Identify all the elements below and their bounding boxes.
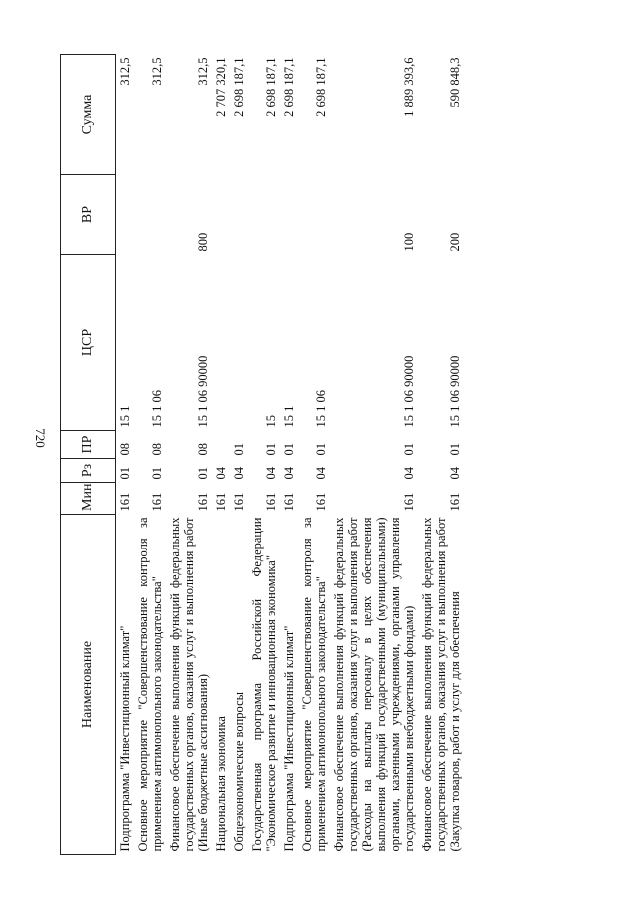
row-vr xyxy=(248,175,280,255)
row-sum: 1 889 393,6 xyxy=(402,57,416,117)
header-name: Наименование xyxy=(61,515,116,855)
row-name: Подпрограмма "Инвестиционный климат" xyxy=(118,625,132,852)
row-csr: 15 1 06 xyxy=(314,390,328,428)
row-csr: 15 1 06 xyxy=(150,390,164,428)
header-sum: Сумма xyxy=(61,55,116,175)
row-min: 161 xyxy=(232,492,246,512)
row-sum: 2 698 187,1 xyxy=(314,57,328,117)
table-row xyxy=(298,55,330,855)
row-vr: 800 xyxy=(196,232,210,252)
row-pr: 01 xyxy=(232,443,246,456)
row-csr: 15 1 06 90000 xyxy=(196,355,210,428)
header-csr: ЦСР xyxy=(61,255,116,431)
row-sum: 2 698 187,1 xyxy=(264,57,278,117)
row-min: 161 xyxy=(196,492,210,512)
row-csr xyxy=(212,255,230,431)
row-min: 161 xyxy=(118,492,132,512)
row-sum: 2 707 320,1 xyxy=(214,57,228,117)
row-name: Основное мероприятие "Совершенствование контроля за применением антимонопольного законодательства" xyxy=(136,517,164,852)
table-row xyxy=(418,55,464,855)
table-header-row xyxy=(61,55,116,855)
row-min: 161 xyxy=(282,492,296,512)
rotated-page-content xyxy=(60,55,580,855)
row-csr: 15 1 xyxy=(118,405,132,428)
row-csr xyxy=(230,255,248,431)
header-pr: ПР xyxy=(61,431,116,459)
row-min: 161 xyxy=(264,492,278,512)
table-row xyxy=(116,55,135,855)
row-min: 161 xyxy=(402,492,416,512)
row-vr xyxy=(298,175,330,255)
row-vr xyxy=(280,175,298,255)
row-rz: 01 xyxy=(196,467,210,480)
row-vr xyxy=(134,175,166,255)
row-vr xyxy=(230,175,248,255)
row-name: Национальная экономика xyxy=(214,716,228,852)
table-row xyxy=(280,55,298,855)
row-csr: 15 1 xyxy=(282,405,296,428)
header-rz: Рз xyxy=(61,459,116,483)
row-pr xyxy=(212,431,230,459)
row-name: Подпрограмма "Инвестиционный климат" xyxy=(282,625,296,852)
row-csr: 15 xyxy=(264,415,278,428)
row-sum: 590 848,3 xyxy=(448,57,462,108)
row-name: Основное мероприятие "Совершенствование контроля за применением антимонопольного законодательства" xyxy=(300,517,328,852)
row-sum: 2 698 187,1 xyxy=(232,57,246,117)
row-rz: 01 xyxy=(118,467,132,480)
table-row xyxy=(330,55,418,855)
row-pr: 01 xyxy=(448,443,462,456)
row-rz: 04 xyxy=(448,467,462,480)
row-rz: 04 xyxy=(214,467,228,480)
row-vr xyxy=(116,175,135,255)
row-sum: 2 698 187,1 xyxy=(282,57,296,117)
row-rz: 01 xyxy=(150,467,164,480)
row-vr: 100 xyxy=(402,232,416,252)
table-row xyxy=(166,55,212,855)
page-number: 720 xyxy=(33,428,48,448)
row-pr: 01 xyxy=(402,443,416,456)
row-pr: 01 xyxy=(264,443,278,456)
row-pr: 01 xyxy=(314,443,328,456)
row-name: Финансовое обеспечение выполнения функций федеральных государственных органов, оказания услуг и выполнения работ (Закупка товаров, работ и услуг для обеспечения xyxy=(420,517,462,852)
row-name: Государственная программа Российской Федерации "Экономическое развитие и инновационная экономика" xyxy=(250,517,278,852)
row-min: 161 xyxy=(448,492,462,512)
row-pr: 08 xyxy=(196,443,210,456)
table-row xyxy=(248,55,280,855)
row-sum: 312,5 xyxy=(118,57,132,86)
row-rz: 04 xyxy=(232,467,246,480)
row-name: Общеэкономические вопросы xyxy=(232,691,246,852)
row-sum: 312,5 xyxy=(196,57,210,86)
header-min: Мин xyxy=(61,483,116,515)
row-rz: 04 xyxy=(402,467,416,480)
table-row xyxy=(134,55,166,855)
row-min: 161 xyxy=(314,492,328,512)
row-min: 161 xyxy=(214,492,228,512)
row-pr: 08 xyxy=(118,443,132,456)
row-rz: 04 xyxy=(264,467,278,480)
row-vr: 200 xyxy=(448,232,462,252)
table-row xyxy=(230,55,248,855)
budget-table xyxy=(60,54,464,855)
row-pr: 08 xyxy=(150,443,164,456)
row-name: Финансовое обеспечение выполнения функций федеральных государственных органов, оказания услуг и выполнения работ (Иные бюджетные ассигнования) xyxy=(168,517,210,852)
row-min: 161 xyxy=(150,492,164,512)
row-name: Финансовое обеспечение выполнения функций федеральных государственных органов, оказания услуг и выполнения работ (Расходы на выплаты персоналу в целях обеспечения выполнения функций государственными (муниципальными) органами, казенными учреждениями, органами управления государственными внебюджетными фондами) xyxy=(332,517,416,852)
table-row xyxy=(212,55,230,855)
row-vr xyxy=(212,175,230,255)
row-csr: 15 1 06 90000 xyxy=(402,355,416,428)
row-pr: 01 xyxy=(282,443,296,456)
row-sum: 312,5 xyxy=(150,57,164,86)
row-rz: 04 xyxy=(282,467,296,480)
header-vr: ВР xyxy=(61,175,116,255)
row-rz: 04 xyxy=(314,467,328,480)
row-csr: 15 1 06 90000 xyxy=(448,355,462,428)
